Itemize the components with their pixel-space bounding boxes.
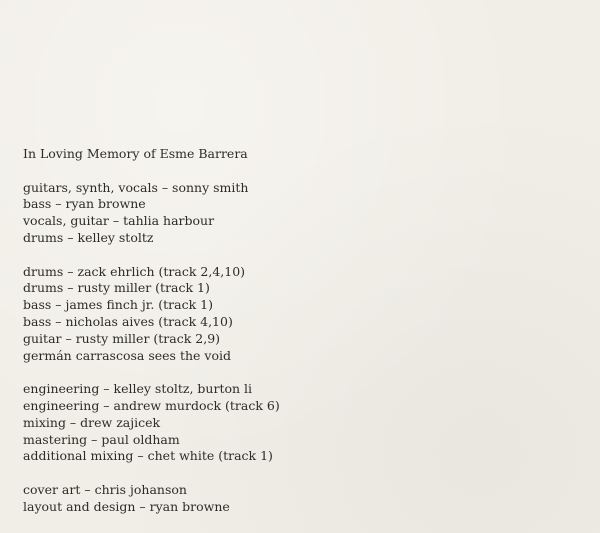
credit-line: engineering – kelley stoltz, burton li [23, 381, 253, 397]
credit-line: vocals, guitar – tahlia harbour [23, 213, 215, 229]
credit-line: mastering – paul oldham [23, 431, 180, 447]
memorial-dedication: In Loving Memory of Esme Barrera [23, 146, 248, 161]
credit-line: cover art – chris johanson [23, 481, 187, 497]
credit-line: bass – ryan browne [23, 196, 146, 212]
additional-musicians-group [23, 264, 583, 365]
credit-line: drums – kelley stoltz [23, 229, 154, 245]
liner-notes-credits [23, 146, 583, 532]
band-members-group [23, 180, 583, 247]
credit-line: bass – nicholas aives (track 4,10) [23, 313, 233, 329]
art-credits-group [23, 482, 583, 516]
credit-line: additional mixing – chet white (track 1) [23, 448, 273, 464]
production-credits-group [23, 381, 583, 465]
credit-line: layout and design – ryan browne [23, 498, 230, 514]
credit-line: drums – zack ehrlich (track 2,4,10) [23, 263, 246, 279]
credit-line: germán carrascosa sees the void [23, 347, 231, 363]
credit-line: bass – james finch jr. (track 1) [23, 297, 213, 313]
credit-line: drums – rusty miller (track 1) [23, 280, 210, 296]
credit-line: mixing – drew zajicek [23, 414, 161, 430]
credit-line: engineering – andrew murdock (track 6) [23, 397, 280, 413]
credit-line: guitars, synth, vocals – sonny smith [23, 179, 249, 195]
credit-line: guitar – rusty miller (track 2,9) [23, 330, 221, 346]
